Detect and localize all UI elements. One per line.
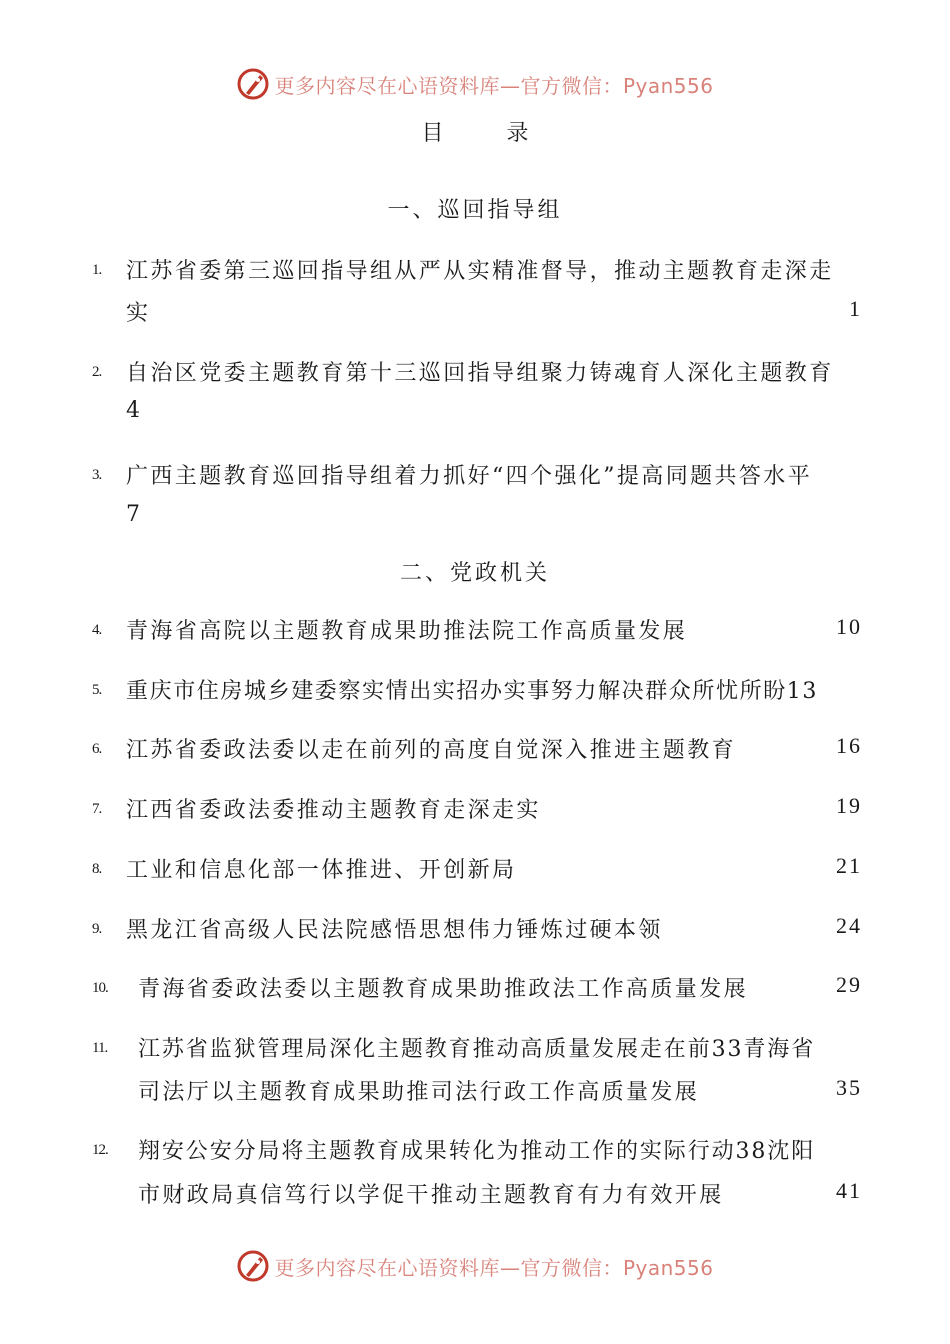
entry-number: 9.: [92, 921, 102, 937]
entry-number: 6.: [92, 741, 102, 757]
entry-page: 10: [836, 614, 862, 639]
entry-number: 2.: [92, 364, 102, 380]
entry-page: 1: [849, 296, 862, 321]
entry-number: 1.: [92, 262, 102, 278]
entry-page: 19: [836, 793, 862, 818]
entry-number: 11.: [92, 1040, 108, 1056]
entry-number: 7.: [92, 801, 102, 817]
header-banner: [0, 64, 950, 104]
entry-number: 4.: [92, 622, 102, 638]
entry-title: 重庆市住房城乡建委察实情出实招办实事努力解决群众所忧所盼13: [126, 679, 818, 704]
entry-number: 12.: [92, 1142, 108, 1158]
entry-title: 广西主题教育巡回指导组着力抓好“四个强化”提高同题共答水平: [126, 464, 813, 489]
entry-page: 7: [126, 502, 143, 527]
footer-banner: [0, 1246, 950, 1286]
entry-page: 41: [836, 1178, 862, 1203]
entry-page: 35: [836, 1075, 862, 1100]
entry-title: 江苏省委第三巡回指导组从严从实精准督导，推动主题教育走深走: [126, 259, 834, 284]
entry-page: 21: [836, 853, 862, 878]
page-title: 目 录: [421, 121, 557, 146]
banner-text: 更多内容尽在心语资料库—官方微信：Pyan556: [274, 73, 714, 98]
entry-title: 青海省委政法委以主题教育成果助推政法工作高质量发展: [138, 977, 749, 1002]
entry-number: 8.: [92, 861, 102, 877]
pen-nib-logo-icon: [236, 1249, 270, 1283]
entry-title: 黑龙江省高级人民法院感悟思想伟力锤炼过硬本领: [126, 918, 663, 943]
entry-number: 3.: [92, 467, 102, 483]
entry-page: 4: [126, 398, 143, 423]
entry-page: 16: [836, 733, 862, 758]
pen-nib-logo-icon: [236, 67, 270, 101]
entry-title: 江苏省监狱管理局深化主题教育推动高质量发展走在前33青海省: [138, 1037, 816, 1062]
entry-page: 24: [836, 913, 862, 938]
entry-title: 江西省委政法委推动主题教育走深走实: [126, 798, 541, 823]
section-heading-1: 一、巡回指导组: [387, 198, 563, 223]
entry-title: 青海省高院以主题教育成果助推法院工作高质量发展: [126, 619, 688, 644]
section-heading-2: 二、党政机关: [399, 561, 550, 586]
entry-title-cont: 实: [126, 301, 151, 326]
entry-title: 江苏省委政法委以走在前列的高度自觉深入推进主题教育: [126, 738, 737, 763]
entry-title: 工业和信息化部一体推进、开创新局: [126, 858, 517, 883]
entry-number: 10.: [92, 980, 108, 996]
entry-page: 29: [836, 972, 862, 997]
entry-title-cont: 司法厅以主题教育成果助推司法行政工作高质量发展: [138, 1080, 700, 1105]
banner-text: 更多内容尽在心语资料库—官方微信：Pyan556: [274, 1255, 714, 1280]
entry-title: 自治区党委主题教育第十三巡回指导组聚力铸魂育人深化主题教育: [126, 361, 834, 386]
entry-number: 5.: [92, 682, 102, 698]
entry-title: 翔安公安分局将主题教育成果转化为推动工作的实际行动38沈阳: [138, 1139, 816, 1164]
entry-title-cont: 市财政局真信笃行以学促干推动主题教育有力有效开展: [138, 1183, 724, 1208]
